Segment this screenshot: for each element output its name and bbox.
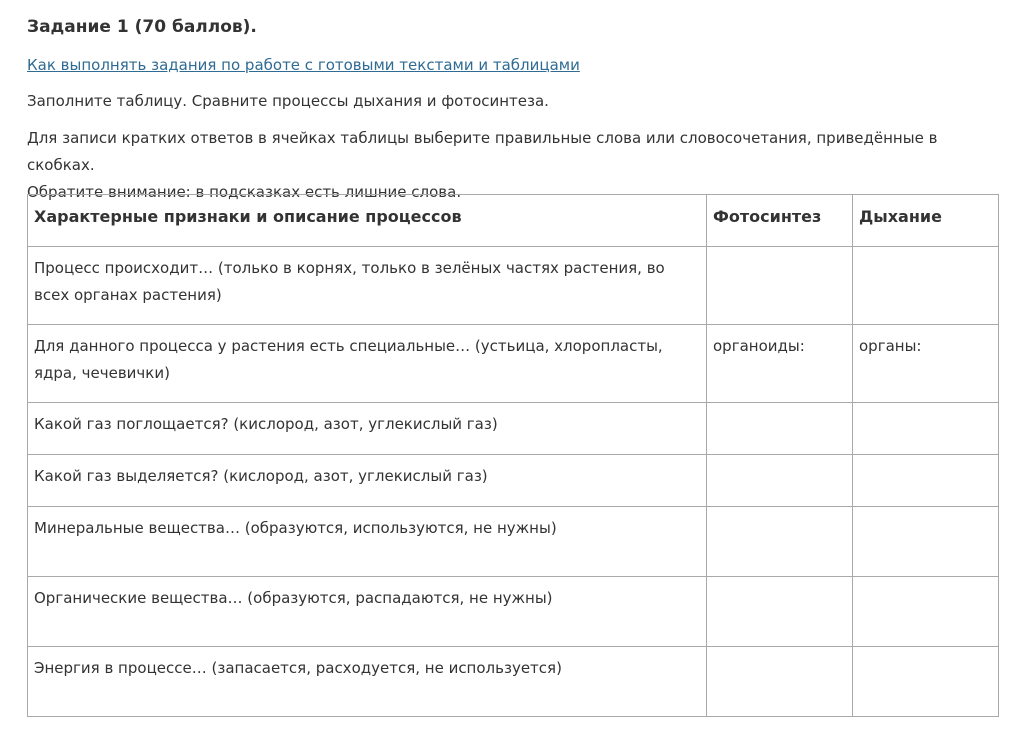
- respiration-answer-cell[interactable]: [853, 577, 999, 647]
- photosynthesis-answer-cell[interactable]: [707, 403, 853, 455]
- table-row: [28, 325, 999, 403]
- table-row: [28, 403, 999, 455]
- feature-cell: Для данного процесса у растения есть специальные… (устьица, хлоропласты, ядра, чечевички): [28, 325, 707, 403]
- feature-cell: Какой газ выделяется? (кислород, азот, углекислый газ): [28, 455, 707, 507]
- feature-cell: Процесс происходит… (только в корнях, только в зелёных частях растения, во всех органах растения): [28, 247, 707, 325]
- photosynthesis-answer-cell[interactable]: [707, 647, 853, 717]
- respiration-answer-cell[interactable]: [853, 455, 999, 507]
- feature-cell: Минеральные вещества… (образуются, используются, не нужны): [28, 507, 707, 577]
- respiration-answer-cell[interactable]: [853, 647, 999, 717]
- header-features: Характерные признаки и описание процессов: [28, 195, 707, 247]
- respiration-answer-cell[interactable]: органы:: [853, 325, 999, 403]
- feature-cell: Органические вещества… (образуются, распадаются, не нужны): [28, 577, 707, 647]
- help-link[interactable]: Как выполнять задания по работе с готовыми текстами и таблицами: [27, 56, 580, 74]
- photosynthesis-answer-cell[interactable]: [707, 507, 853, 577]
- table-header-row: [28, 195, 999, 247]
- instructions-line-2: Обратите внимание: в подсказках есть лишние слова.: [27, 183, 462, 201]
- photosynthesis-answer-cell[interactable]: [707, 247, 853, 325]
- respiration-answer-cell[interactable]: [853, 507, 999, 577]
- feature-cell: Какой газ поглощается? (кислород, азот, углекислый газ): [28, 403, 707, 455]
- task-title: Задание 1 (70 баллов).: [27, 17, 257, 37]
- table-row: [28, 247, 999, 325]
- task-container: [27, 14, 998, 677]
- comparison-table: [27, 194, 999, 717]
- table-row: [28, 577, 999, 647]
- feature-cell: Энергия в процессе… (запасается, расходуется, не используется): [28, 647, 707, 717]
- instructions-line-1: Для записи кратких ответов в ячейках таблицы выберите правильные слова или словосочетания, приведённые в скобках.: [27, 129, 938, 174]
- respiration-answer-cell[interactable]: [853, 403, 999, 455]
- table-row: [28, 647, 999, 717]
- header-photosynthesis: Фотосинтез: [707, 195, 853, 247]
- photosynthesis-answer-cell[interactable]: [707, 577, 853, 647]
- table-row: [28, 455, 999, 507]
- photosynthesis-answer-cell[interactable]: органоиды:: [707, 325, 853, 403]
- respiration-answer-cell[interactable]: [853, 247, 999, 325]
- header-respiration: Дыхание: [853, 195, 999, 247]
- task-intro: Заполните таблицу. Сравните процессы дыхания и фотосинтеза.: [27, 92, 549, 110]
- photosynthesis-answer-cell[interactable]: [707, 455, 853, 507]
- table-row: [28, 507, 999, 577]
